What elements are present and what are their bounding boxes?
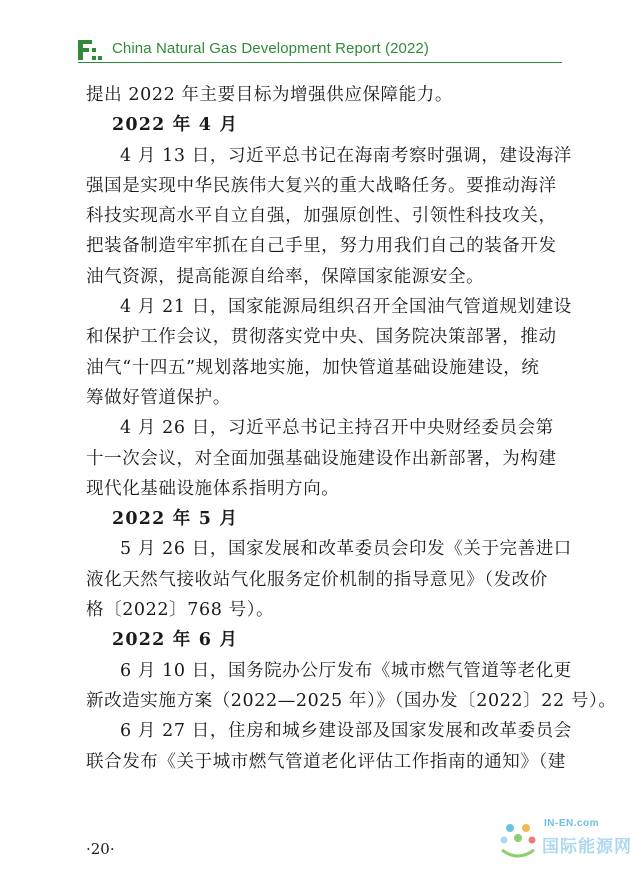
section-heading: 2022 年 5 月 bbox=[112, 509, 239, 530]
text-line: 把装备制造牢牢抓在自己手里，努力用我们自己的装备开发 bbox=[86, 236, 557, 257]
text-line: 6 月 27 日，住房和城乡建设部及国家发展和改革委员会 bbox=[120, 721, 572, 742]
report-title: China Natural Gas Development Report (2022) bbox=[112, 40, 429, 57]
text-line: 提出 2022 年主要目标为增强供应保障能力。 bbox=[86, 85, 453, 105]
watermark-site: IN-EN.com bbox=[544, 818, 600, 829]
running-header bbox=[78, 38, 562, 64]
text-line: 和保护工作会议，贯彻落实党中央、国务院决策部署，推动 bbox=[86, 327, 557, 348]
section-heading: 2022 年 4 月 bbox=[112, 115, 239, 136]
text-line: 新改造实施方案（2022—2025 年）》（国办发〔2022〕22 号）。 bbox=[86, 690, 617, 711]
text-line: 4 月 21 日，国家能源局组织召开全国油气管道规划建设 bbox=[120, 297, 572, 318]
document-body bbox=[86, 80, 617, 777]
header-rule bbox=[78, 62, 562, 63]
text-line: 科技实现高水平自立自强，加强原创性、引领性科技攻关， bbox=[86, 206, 557, 227]
text-line: 格〔2022〕768 号）。 bbox=[86, 600, 275, 621]
text-line: 油气资源，提高能源自给率，保障国家能源安全。 bbox=[86, 266, 485, 287]
text-line: 筹做好管道保护。 bbox=[86, 387, 231, 408]
watermark-brand: 国际能源网 bbox=[542, 837, 632, 857]
text-line: 强国是实现中华民族伟大复兴的重大战略任务。要推动海洋 bbox=[86, 175, 557, 196]
text-line: 6 月 10 日，国务院办公厅发布《城市燃气管道等老化更 bbox=[120, 660, 572, 681]
page-number: ·20· bbox=[86, 840, 115, 858]
text-line: 十一次会议，对全面加强基础设施建设作出新部署，为构建 bbox=[86, 448, 557, 469]
text-line: 现代化基础设施体系指明方向。 bbox=[86, 478, 340, 499]
text-line: 联合发布《关于城市燃气管道老化评估工作指南的通知》（建 bbox=[86, 751, 566, 772]
text-line: 4 月 13 日，习近平总书记在海南考察时强调，建设海洋 bbox=[120, 145, 572, 166]
watermark-logo-icon bbox=[494, 816, 542, 864]
watermark bbox=[494, 816, 634, 866]
section-heading: 2022 年 6 月 bbox=[112, 630, 239, 651]
text-line: 5 月 26 日，国家发展和改革委员会印发《关于完善进口 bbox=[120, 539, 572, 560]
text-line: 4 月 26 日，习近平总书记主持召开中央财经委员会第 bbox=[120, 418, 554, 439]
report-logo-icon bbox=[78, 40, 104, 60]
text-line: 油气“十四五”规划落地实施，加快管道基础设施建设，统 bbox=[86, 357, 540, 378]
text-line: 液化天然气接收站气化服务定价机制的指导意见》（发改价 bbox=[86, 569, 548, 590]
